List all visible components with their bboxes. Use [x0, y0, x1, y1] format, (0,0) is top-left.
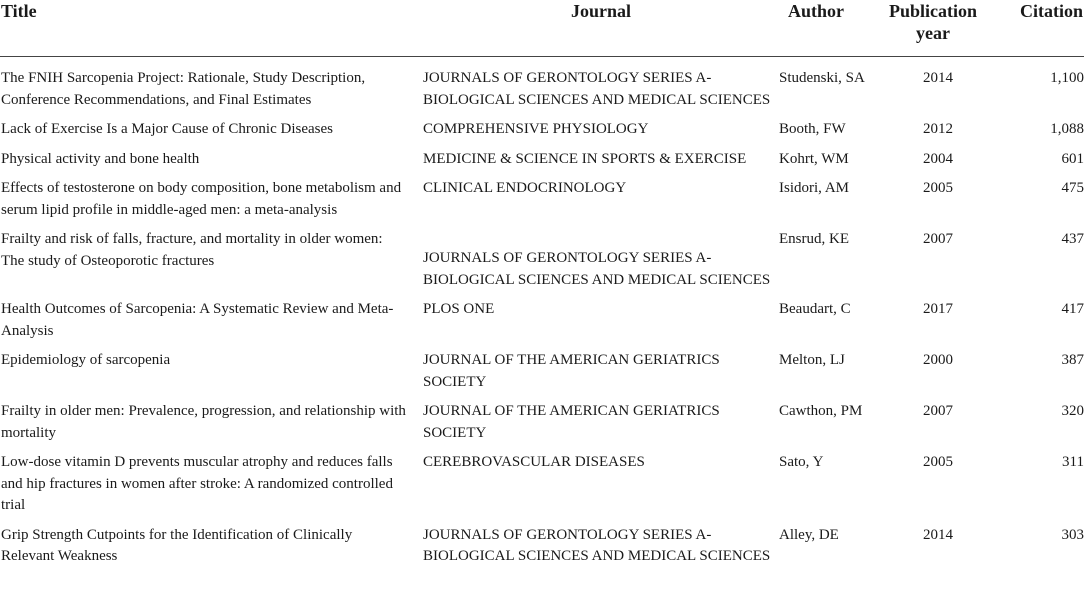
- header-row: [0, 0, 1084, 57]
- cell-citation: 1,100: [1050, 70, 1084, 86]
- cell-title: Grip Strength Cutpoints for the Identification of Clinically Relevant Weakness: [1, 526, 353, 564]
- table-row: [0, 149, 1084, 179]
- table-row: [0, 401, 1084, 452]
- cell-author: Ensrud, KE: [779, 231, 849, 247]
- cell-journal: JOURNALS OF GERONTOLOGY SERIES A-BIOLOGICAL SCIENCES AND MEDICAL SCIENCES: [423, 526, 771, 564]
- cell-journal: CEREBROVASCULAR DISEASES: [423, 454, 645, 470]
- cell-title: Lack of Exercise Is a Major Cause of Chronic Diseases: [1, 121, 333, 137]
- table-row: [0, 178, 1084, 229]
- cell-year: 2007: [923, 403, 953, 419]
- cell-year: 2005: [923, 180, 953, 196]
- cell-author: Cawthon, PM: [779, 403, 863, 419]
- cell-title: Frailty in older men: Prevalence, progression, and relationship with mortality: [1, 403, 406, 441]
- cell-title: Frailty and risk of falls, fracture, and mortality in older women: The study of Osteoporotic fractures: [1, 231, 383, 269]
- cell-journal: JOURNALS OF GERONTOLOGY SERIES A-BIOLOGICAL SCIENCES AND MEDICAL SCIENCES: [423, 250, 771, 288]
- table-row: [0, 57, 1084, 120]
- cell-author: Kohrt, WM: [779, 150, 849, 167]
- header-journal: Journal: [423, 0, 779, 57]
- cell-title: The FNIH Sarcopenia Project: Rationale, Study Description, Conference Recommendations, and Final Estimates: [1, 70, 366, 108]
- table-body: [0, 57, 1084, 576]
- cell-year: 2017: [923, 301, 953, 317]
- cell-author: Sato, Y: [779, 454, 824, 470]
- cell-journal: JOURNAL OF THE AMERICAN GERIATRICS SOCIETY: [423, 352, 720, 390]
- cell-citation: 303: [1061, 526, 1084, 543]
- cell-journal: CLINICAL ENDOCRINOLOGY: [423, 180, 627, 196]
- cell-year: 2007: [923, 231, 953, 247]
- table-row: [0, 229, 1084, 299]
- cell-author: Booth, FW: [779, 121, 846, 137]
- cell-title: Health Outcomes of Sarcopenia: A Systematic Review and Meta-Analysis: [1, 301, 394, 339]
- cell-title: Low-dose vitamin D prevents muscular atrophy and reduces falls and hip fractures in women after stroke: A randomized controlled trial: [1, 454, 393, 513]
- cell-citation: 437: [1061, 231, 1084, 247]
- table-row: [0, 299, 1084, 350]
- cell-author: Alley, DE: [779, 526, 839, 543]
- cell-journal: PLOS ONE: [423, 301, 495, 317]
- cell-year: 2014: [923, 70, 953, 86]
- table-row: [0, 452, 1084, 525]
- cell-citation: 320: [1061, 403, 1084, 419]
- cell-year: 2005: [923, 454, 953, 470]
- cell-author: Isidori, AM: [779, 180, 850, 196]
- header-publication-year: Publication year: [877, 0, 989, 57]
- cell-year: 2014: [923, 526, 953, 543]
- cell-title: Effects of testosterone on body composition, bone metabolism and serum lipid profile in middle-aged men: a meta-analysis: [1, 180, 402, 218]
- cell-journal: COMPREHENSIVE PHYSIOLOGY: [423, 121, 649, 137]
- cell-citation: 475: [1061, 180, 1084, 196]
- table-row: [0, 350, 1084, 401]
- cell-author: Beaudart, C: [779, 301, 851, 317]
- cell-citation: 417: [1061, 301, 1084, 317]
- cell-year: 2004: [923, 150, 953, 167]
- header-author: Author: [779, 0, 877, 57]
- cell-year: 2012: [923, 121, 953, 137]
- table-row: [0, 119, 1084, 149]
- cell-title: Physical activity and bone health: [1, 150, 200, 167]
- cell-title: Epidemiology of sarcopenia: [1, 352, 171, 368]
- table-row: [0, 525, 1084, 576]
- header-citation: Citation: [989, 0, 1084, 57]
- cell-journal: JOURNALS OF GERONTOLOGY SERIES A-BIOLOGICAL SCIENCES AND MEDICAL SCIENCES: [423, 70, 771, 108]
- table-header: [0, 0, 1084, 57]
- cell-citation: 311: [1062, 454, 1084, 470]
- cell-citation: 387: [1061, 352, 1084, 368]
- cell-citation: 601: [1061, 150, 1084, 167]
- header-title: Title: [0, 0, 423, 57]
- cell-citation: 1,088: [1050, 121, 1084, 137]
- cell-journal: JOURNAL OF THE AMERICAN GERIATRICS SOCIETY: [423, 403, 720, 441]
- cell-author: Studenski, SA: [779, 70, 865, 86]
- cell-author: Melton, LJ: [779, 352, 845, 368]
- cell-year: 2000: [923, 352, 953, 368]
- cell-journal: MEDICINE & SCIENCE IN SPORTS & EXERCISE: [423, 150, 747, 167]
